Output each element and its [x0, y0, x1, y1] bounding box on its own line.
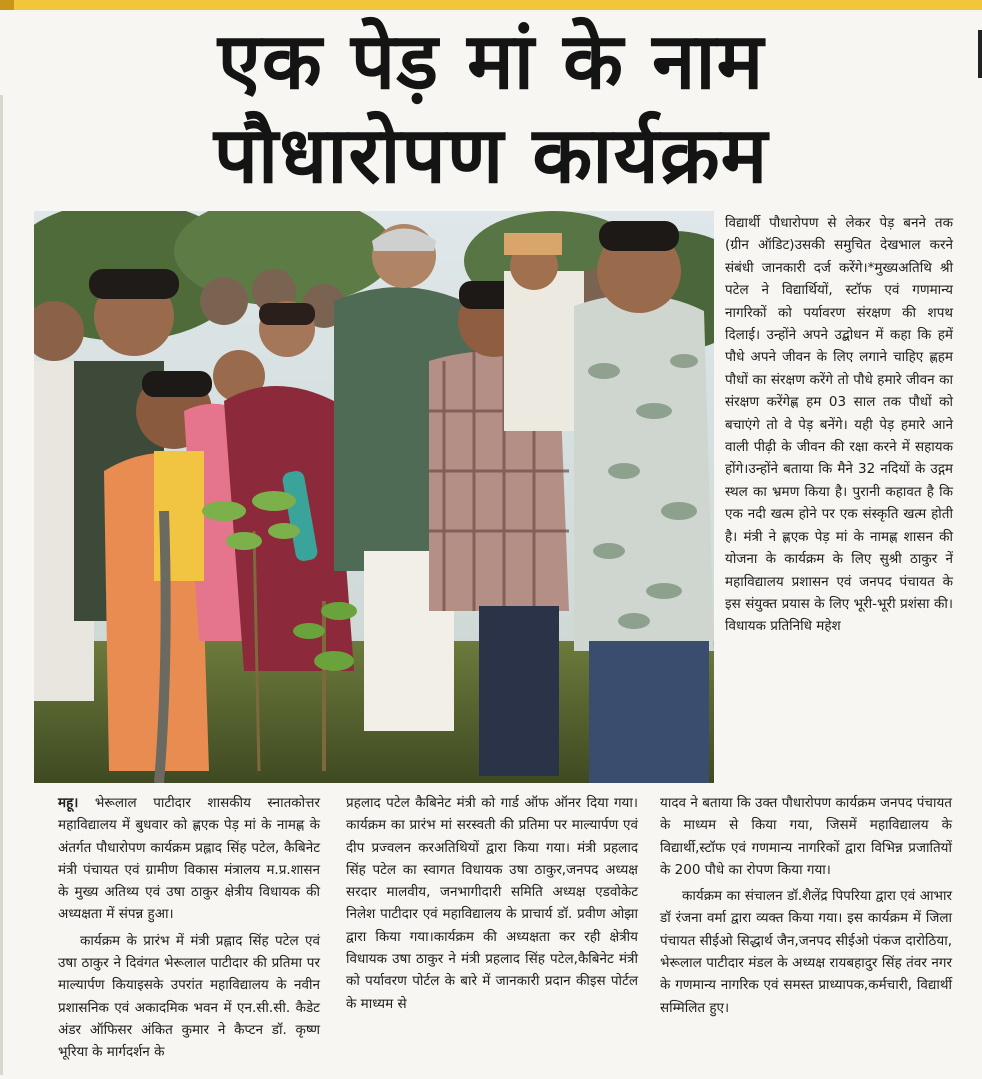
article-text: भेरूलाल पाटीदार शासकीय स्नातकोत्तर महाविद्यालय में बुधवार को ह्णएक पेड़ मां के नामह्ण के अंतर्गत पौधारोपण कार्यक्रम प्रह्लाद सिंह पटेल, कैबिनेट मंत्री पंचायत एवं ग्रामीण विकास मंत्रालय म.प्र.शासन के मुख्य अतिथ्य एवं उषा ठाकुर क्षेत्रीय विधायक की अध्यक्षता में संपन्न हुआ।	[58, 795, 320, 923]
top-color-band	[0, 0, 982, 10]
news-photo-illustration	[34, 211, 714, 783]
article-column-1	[58, 792, 320, 1064]
article-column-3	[660, 792, 952, 1019]
left-page-rule	[0, 95, 3, 1075]
headline-line-2: पौधारोपण कार्यक्रम	[213, 111, 769, 201]
article-paragraph: कार्यक्रम के प्रारंभ में मंत्री प्रह्लाद सिंह पटेल एवं उषा ठाकुर ने दिवंगत भेरूलाल पाटीदार की प्रतिमा पर माल्यार्पण कियाइसके उपरांत महाविद्यालय के नवीन प्रशासनिक एवं अकादमिक भवन में एन.सी.सी. कैडेट अंडर ऑफिसर अंकित कुमार ने कैप्टन डॉ. कृष्ण भूरिया के मार्गदर्शन के	[58, 932, 320, 1061]
article-paragraph: कार्यक्रम का संचालन डॉ.शैलेंद्र पिपरिया द्वारा एवं आभार डॉ रंजना वर्मा द्वारा व्यक्त किया गया। इस कार्यक्रम में जिला पंचायत सीईओ सिद्धार्थ जैन,जनपद सीईओ पंकज दारोठिया, भेरूलाल पाटीदार मंडल के अध्यक्ष रायबहादुर सिंह तंवर नगर के गणमान्य नागरिक एवं समस्त प्राध्यापक,कर्मचारी, विद्यार्थी सम्मिलित हुए।	[660, 888, 952, 1016]
top-band-marker	[0, 0, 14, 10]
article-paragraph: यादव ने बताया कि उक्त पौधारोपण कार्यक्रम जनपद पंचायत के माध्यम से किया गया, जिसमें महाविद्यालय के विद्यार्थी,स्टॉफ एवं गणमान्य नागरिकों द्वारा विभिन्न प्रजातियों के 200 पौधे का रोपण किया गया।	[660, 795, 952, 878]
dateline: महू।	[58, 795, 79, 811]
article-paragraph	[58, 792, 320, 926]
article-paragraph: विद्यार्थी पौधारोपण से लेकर पेड़ बनने तक (ग्रीन ऑडिट)उसकी समुचित देखभाल करने संबंधी जानकारी दर्ज करेंगे।*मुख्यअतिथि श्री पटेल ने विद्यार्थियों, स्टॉफ एवं गणमान्य नागरिकों को पर्यावरण संरक्षण की शपथ दिलाई। उन्होंने अपने उद्बोधन में कहा कि हमें पौधे अपने जीवन के लिए लगाने चाहिए ह्णहम पौधों का संरक्षण करेंगे तो पौधे हमारे जीवन का संरक्षण करेंगेह्ण हम 03 साल तक पौधों को बचाएंगे तो वे पेड़ बनेंगे। यही पेड़ हमारे आने वाली पीढ़ी के जीवन की रक्षा करने में सहायक होंगे।उन्होंने बताया कि मैने 32 नदियों के उद्गम स्थल का भ्रमण किया है। पुरानी कहावत है कि एक नदी खत्म होने पर एक संस्कृति खत्म होती है। मंत्री ने ह्णएक पेड़ मां के नामह्ण शासन की योजना के कार्यक्रम के लिए सुश्री ठाकुर नें महाविद्यालय प्रशासन एवं जनपद पंचायत के इस संयुक्त प्रयास के लिए भूरी-भूरी प्रशंसा की। विधायक प्रतिनिधि महेश	[725, 215, 953, 635]
article-paragraph: प्रहलाद पटेल कैबिनेट मंत्री को गार्ड ऑफ ऑनर दिया गया। कार्यक्रम का प्रारंभ मां सरस्वती की प्रतिमा पर माल्यार्पण एवं दीप प्रज्वलन करअतिथियों द्वारा किया गया। मंत्री प्रहलाद सिंह पटेल का स्वागत विधायक उषा ठाकुर,जनपद अध्यक्ष सरदार मालवीय, जनभागीदारी समिति अध्यक्ष एडवोकेट निलेश पाटीदार एवं महाविद्यालय के प्राचार्य डॉ. प्रवीण ओझा द्वारा किया गया।कार्यक्रम की अध्यक्षता कर रही क्षेत्रीय विधायक उषा ठाकुर ने मंत्री प्रहलाद सिंह पटेल,कैबिनेट मंत्री को पर्यावरण पोर्टल के बारे में जानकारी प्रदान कीइस पोर्टल के माध्यम से	[346, 795, 638, 1012]
news-photo	[34, 211, 714, 783]
article-column-2	[346, 792, 638, 1015]
headline-line-1: एक पेड़ मां के नाम	[217, 17, 765, 107]
article-column-right	[725, 212, 953, 638]
